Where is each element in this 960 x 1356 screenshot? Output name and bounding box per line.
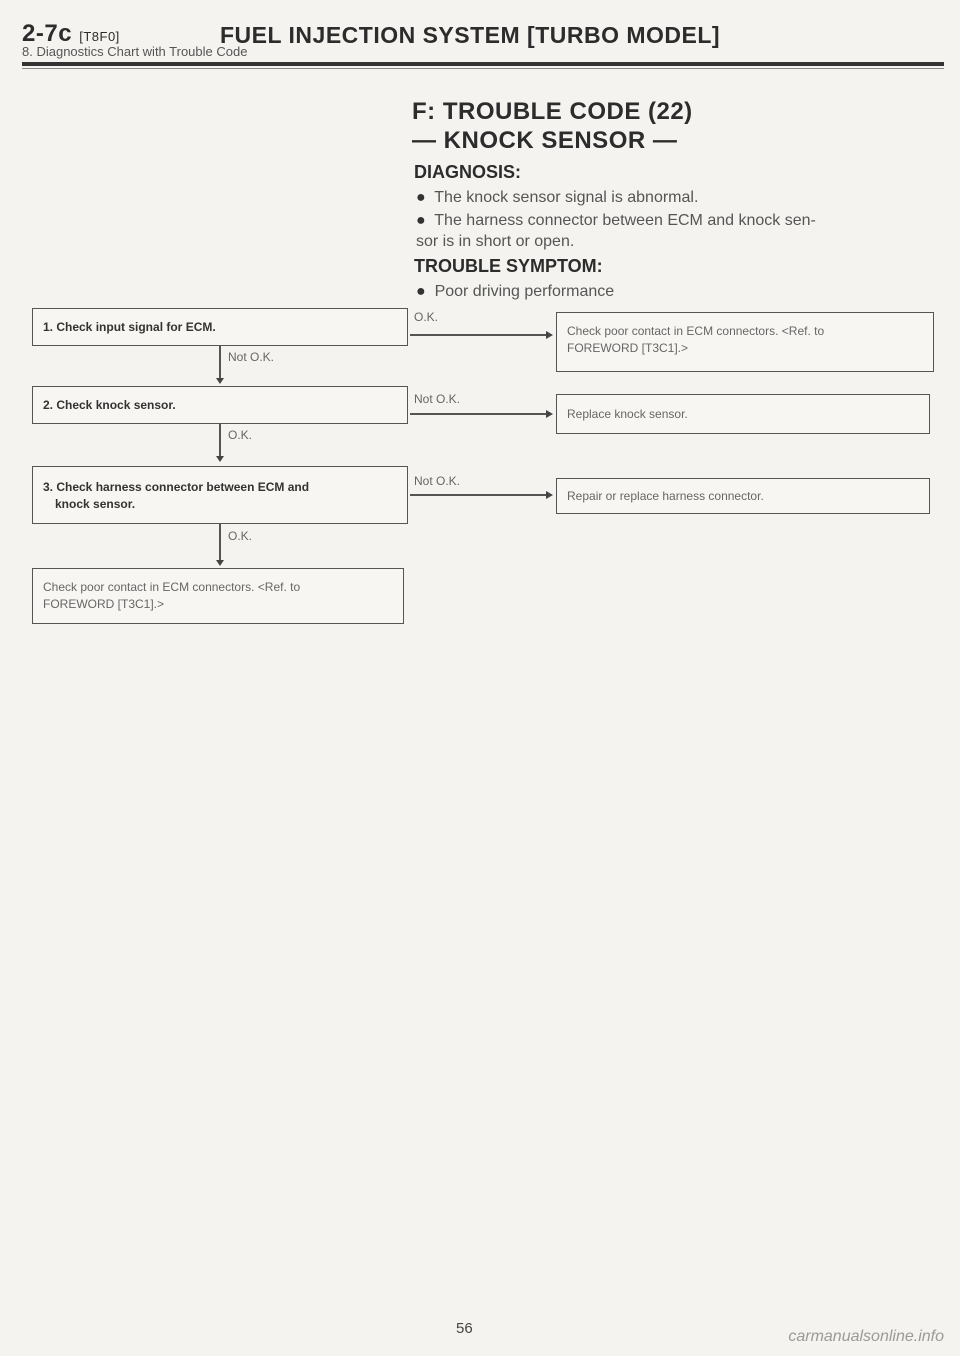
flow-result-2 (556, 394, 930, 434)
flow-step-1 (32, 308, 408, 346)
connector-line (410, 494, 548, 496)
page-number: 56 (456, 1320, 473, 1337)
flow-step-2 (32, 386, 408, 424)
header-rule (22, 62, 944, 66)
flow-label-ok: O.K. (414, 310, 439, 324)
flow-label-not-ok: Not O.K. (414, 474, 461, 488)
flow-label-not-ok: Not O.K. (414, 392, 461, 406)
bullet-icon: ● (416, 283, 426, 300)
flow-result-3 (556, 478, 930, 514)
connector-line (410, 413, 548, 415)
header-rule-thin (22, 68, 944, 69)
flow-step-1-label: 1. Check input signal for ECM. (43, 320, 216, 334)
flow-result-2-label: Replace knock sensor. (567, 407, 688, 421)
section-subtitle: — KNOCK SENSOR — (412, 127, 678, 154)
connector-line (219, 424, 221, 456)
arrow-right-icon (546, 410, 553, 418)
flow-final (32, 568, 404, 624)
flow-label-ok: O.K. (228, 529, 253, 543)
symptom-item: ● Poor driving performance (416, 283, 615, 300)
connector-line (219, 524, 221, 562)
arrow-down-icon (216, 560, 224, 566)
flow-label-not-ok: Not O.K. (228, 350, 275, 364)
diagnosis-heading: DIAGNOSIS: (414, 162, 522, 182)
flow-result-1 (556, 312, 934, 372)
page-subtitle: 8. Diagnostics Chart with Trouble Code (22, 44, 248, 59)
flow-final-label: Check poor contact in ECM connectors. <Ref. to FOREWORD [T3C1].> (43, 580, 301, 611)
flow-step-3-label: 3. Check harness connector between ECM and knock sensor. (43, 480, 310, 511)
bullet-icon: ● (416, 189, 426, 206)
section-code: 2-7c [T8F0] (22, 20, 120, 47)
bullet-icon: ● (416, 212, 426, 229)
symptom-heading: TROUBLE SYMPTOM: (414, 256, 603, 276)
arrow-down-icon (216, 378, 224, 384)
arrow-right-icon (546, 491, 553, 499)
connector-line (219, 346, 221, 378)
flow-result-3-label: Repair or replace harness connector. (567, 489, 764, 503)
arrow-right-icon (546, 331, 553, 339)
arrow-down-icon (216, 456, 224, 462)
diagnosis-item: ● The harness connector between ECM and knock sen- (416, 212, 816, 229)
connector-line (410, 334, 548, 336)
flow-result-1-label: Check poor contact in ECM connectors. <Ref. to FOREWORD [T3C1].> (567, 324, 825, 355)
watermark: carmanualsonline.info (788, 1328, 944, 1345)
section-title: F: TROUBLE CODE (22) (412, 98, 693, 125)
section-ref: [T8F0] (79, 29, 120, 44)
diagnosis-item: ● The knock sensor signal is abnormal. (416, 189, 699, 206)
flow-label-ok: O.K. (228, 428, 253, 442)
diagnosis-item-cont: sor is in short or open. (416, 233, 575, 250)
flow-step-2-label: 2. Check knock sensor. (43, 398, 176, 412)
flow-step-3 (32, 466, 408, 524)
page-title: FUEL INJECTION SYSTEM [TURBO MODEL] (220, 22, 721, 48)
